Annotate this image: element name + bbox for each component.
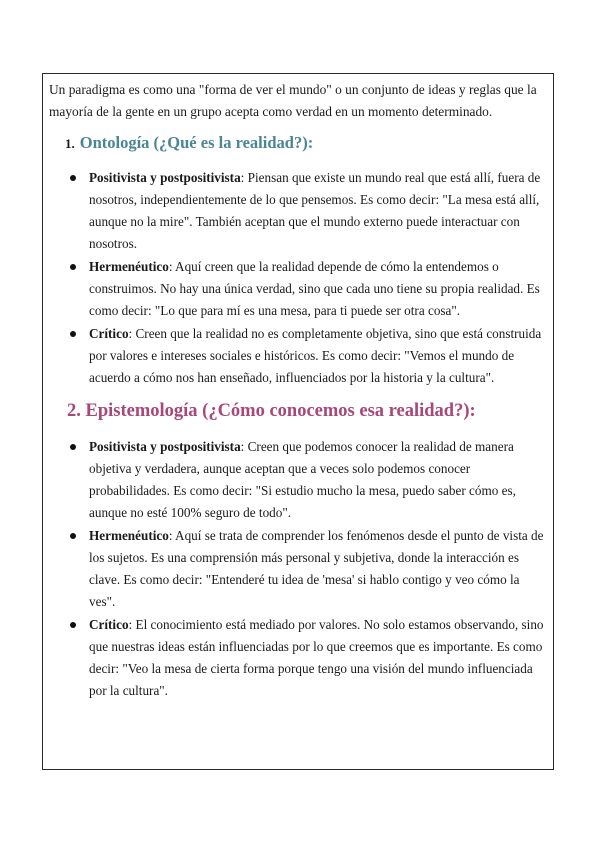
section-title: Ontología (¿Qué es la realidad?): <box>79 133 314 152</box>
section-epistemologia-heading: 2. Epistemología (¿Cómo conocemos esa realidad?): <box>67 401 476 421</box>
bullet-icon <box>70 331 76 337</box>
list-item <box>67 614 545 702</box>
list-item <box>67 167 545 255</box>
ontologia-list <box>49 167 545 389</box>
list-item <box>67 436 545 524</box>
item-text: : Aquí se trata de comprender los fenómenos desde el punto de vista de los sujetos. Es una comprensión más personal y subjetiva, donde la interacción es clave. Es como decir: "Entenderé tu idea de 'mesa' si hablo contigo y veo cómo la ves". <box>89 528 544 609</box>
content-box <box>42 73 554 770</box>
item-term: Crítico <box>89 326 129 341</box>
item-term: Crítico <box>89 617 129 632</box>
section-ontologia-heading <box>65 133 545 153</box>
list-item <box>67 256 545 322</box>
bullet-icon <box>70 444 76 450</box>
bullet-icon <box>70 264 76 270</box>
item-text: : Creen que la realidad no es completamente objetiva, sino que está construida por valores e intereses sociales e históricos. Es como decir: "Vemos el mundo de acuerdo a cómo nos han enseñado, influenciados por la historia y la cultura". <box>89 326 542 385</box>
list-item <box>67 525 545 613</box>
epistemologia-list <box>49 436 545 702</box>
item-text: : Aquí creen que la realidad depende de cómo la entendemos o construimos. No hay una única verdad, sino que cada uno tiene su propia realidad. Es como decir: "Lo que para mí es una mesa, para ti puede ser otra cosa". <box>89 259 540 318</box>
list-item <box>67 323 545 389</box>
item-term: Positivista y postpositivista <box>89 170 241 185</box>
bullet-icon <box>70 175 76 181</box>
item-text: : Piensan que existe un mundo real que está allí, fuera de nosotros, independientemente de lo que pensemos. Es como decir: "La mesa está allí, aunque no la mire". También aceptan que el mundo externo puede interactuar con nosotros. <box>89 170 541 251</box>
intro-paragraph: Un paradigma es como una "forma de ver el mundo" o un conjunto de ideas y reglas que la mayoría de la gente en un grupo acepta como verdad en un momento determinado. <box>49 82 537 119</box>
item-text: : Creen que podemos conocer la realidad de manera objetiva y verdadera, aunque aceptan que a veces solo podemos conocer probabilidades. Es como decir: "Si estudio mucho la mesa, puedo saber cómo es, aunque no esté 100% seguro de todo". <box>89 439 516 520</box>
item-term: Hermenéutico <box>89 259 169 274</box>
item-term: Hermenéutico <box>89 528 169 543</box>
bullet-icon <box>70 622 76 628</box>
item-text: : El conocimiento está mediado por valores. No solo estamos observando, sino que nuestras ideas están influenciadas por lo que creemos que es importante. Es como decir: "Veo la mesa de cierta forma porque tengo una visión del mundo influenciada por la cultura". <box>89 617 544 698</box>
section-number: 1. <box>65 136 75 151</box>
item-term: Positivista y postpositivista <box>89 439 241 454</box>
bullet-icon <box>70 533 76 539</box>
